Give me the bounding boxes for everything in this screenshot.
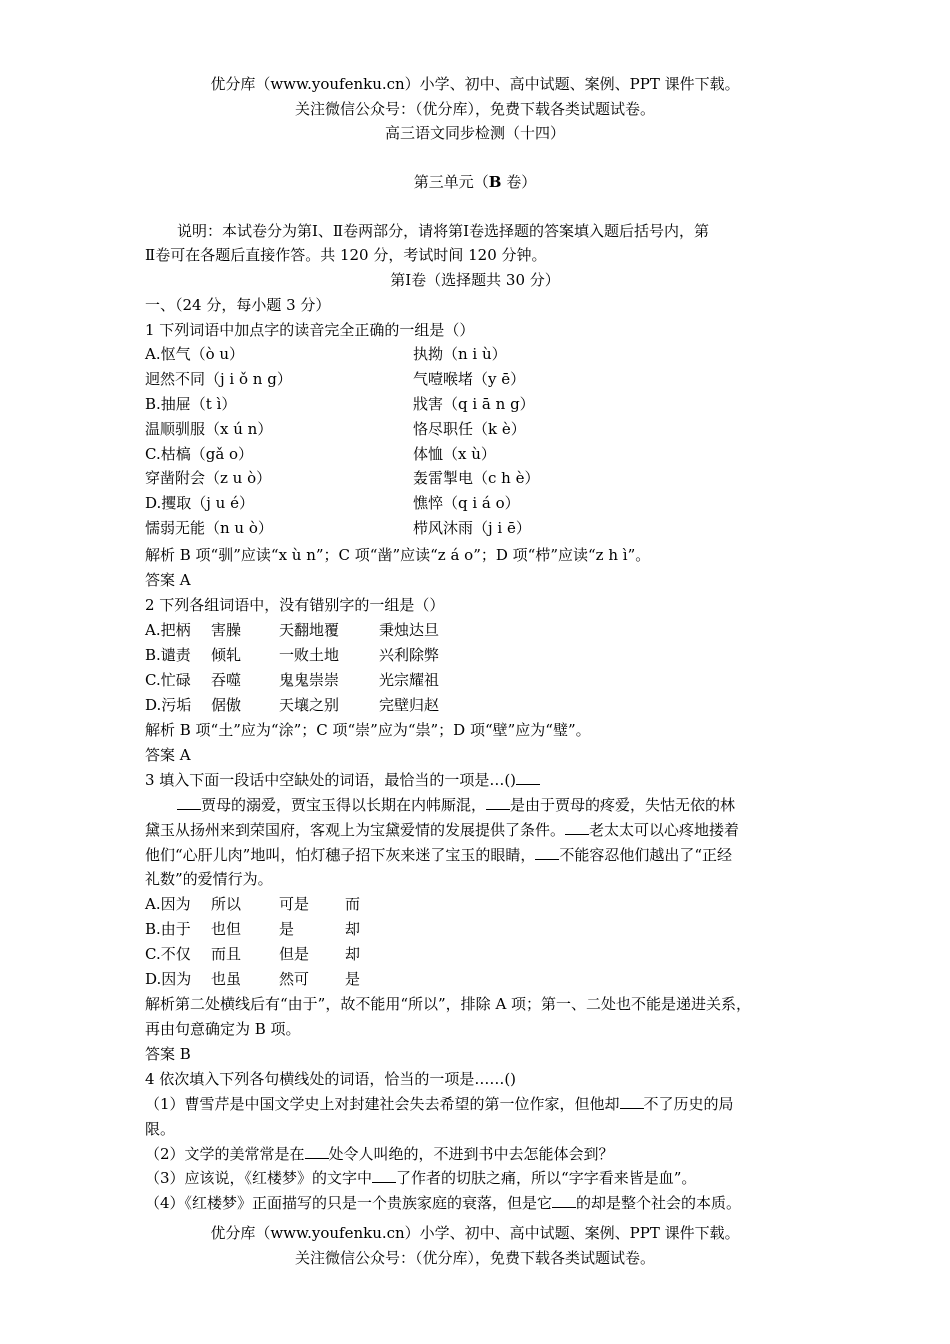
q3-option: A.因为 所以 可是 而 [145,895,361,913]
q2-option: C.忙碌 吞噬 鬼鬼崇崇 光宗耀祖 [145,671,440,689]
q4-sentence-2: （2）文学的美常常是在 处令人叫绝的，不进到书中去怎能体会到？ [145,1145,614,1163]
answer-blank [552,1193,576,1208]
answer-blank [620,1094,644,1109]
q1-option-left: 懦弱无能（n u ò） [145,519,273,537]
q4-sentence-4: （4）《红楼梦》正面描写的只是一个贵族家庭的衰落，但是它 的却是整个社会的本质。 [145,1194,742,1212]
q2-option: A.把柄 害臊 天翻地覆 秉烛达旦 [145,621,440,639]
q2-option: B.谴责 倾轧 一败土地 兴利除弊 [145,646,440,664]
section-heading: 一、（24 分，每小题 3 分） [145,296,331,314]
answer-blank [516,770,540,785]
q4-stem: 4 依次填入下列各句横线处的词语，恰当的一项是……() [145,1070,517,1088]
q3-option: B.由于 也但 是 却 [145,920,361,938]
q1-option-right: 执拗（n i ù） [413,345,507,363]
answer-blank [535,845,559,860]
q3-passage-line: 贾母的溺爱，贾宝玉得以长期在内帏厮混， 是由于贾母的疼爱，失怙无依的林 [177,795,735,815]
q4-sentence-3: （3）应该说，《红楼梦》的文字中 了作者的切肤之痛，所以“字字看来皆是血”。 [145,1169,697,1187]
answer-blank [565,820,589,835]
q2-stem: 2 下列各组词语中，没有错别字的一组是（） [145,596,445,614]
q1-option-right: 憔悴（q i á o） [413,494,520,512]
q2-analysis: 解析 B 项“土”应为“涂”；C 项“崇”应为“祟”；D 项“壁”应为“璧”。 [145,721,591,739]
q4-sentence-1: （1）曹雪芹是中国文学史上对封建社会失去希望的第一位作家，但他却 不了历史的局 [145,1095,734,1113]
q2-answer: 答案 A [145,746,191,764]
q1-option-right: 气噎喉堵（y ē） [413,370,526,388]
unit-subtitle [0,172,950,192]
document-title: 高三语文同步检测（十四） [384,124,565,142]
q1-answer: 答案 A [145,571,191,589]
answer-blank [177,795,201,810]
q3-stem: 3 填入下面一段话中空缺处的词语，最恰当的一项是…() [145,770,540,790]
q1-option-right: 轰雷掣电（c h è） [413,469,540,487]
q1-option-left: C.枯槁（gǎ o） [145,445,254,463]
q2-option: D.污垢 倨傲 天壤之别 完壁归赵 [145,696,440,714]
instructions-line-2: Ⅱ卷可在各题后直接作答。共 120 分，考试时间 120 分钟。 [145,246,547,264]
q1-option-left: 穿凿附会（z u ò） [145,469,272,487]
answer-blank [372,1168,396,1183]
q1-option-left: 迥然不同（j i ǒ n g） [145,370,292,388]
subtitle-bold: B [488,173,502,191]
q1-option-left: A.怄气（ò u） [145,345,245,363]
volume-heading: 第Ⅰ卷（选择题共 30 分） [390,271,560,289]
footer-line-1: 优分库（www.youfenku.cn）小学、初中、高中试题、案例、PPT 课件下载。 [210,1224,740,1242]
q1-analysis: 解析 B 项“驯”应读“x ù n”；C 项“凿”应读“z á o”；D 项“栉”应读“z h ì”。 [145,546,651,564]
q1-option-right: 戕害（q i ā n g） [413,395,535,413]
answer-blank [305,1144,329,1159]
q3-passage-line: 他们“心肝儿肉”地叫，怕灯穗子招下灰来迷了宝玉的眼睛， 不能容忍他们越出了“正经 [145,846,733,864]
q3-option: C.不仅 而且 但是 却 [145,945,361,963]
q1-option-left: 温顺驯服（x ú n） [145,420,273,438]
q1-option-left: B.抽屉（t ì） [145,395,237,413]
q1-option-right: 体恤（x ù） [413,445,496,463]
header-line-1: 优分库（www.youfenku.cn）小学、初中、高中试题、案例、PPT 课件下载。 [210,75,740,93]
subtitle-suffix: 卷） [501,173,537,191]
q3-analysis-line-1: 解析第二处横线后有“由于”，故不能用“所以”，排除 A 项；第一、二处也不能是递进关系， [145,995,752,1013]
q3-analysis-line-2: 再由句意确定为 B 项。 [145,1020,301,1038]
instructions-line-1: 说明：本试卷分为第Ⅰ、Ⅱ卷两部分，请将第Ⅰ卷选择题的答案填入题后括号内，第 [177,222,710,240]
q3-option: D.因为 也虽 然可 是 [145,970,361,988]
q3-answer: 答案 B [145,1045,191,1063]
q3-passage-line: 礼数”的爱情行为。 [145,870,273,888]
q1-option-left: D.攫取（j u é） [145,494,254,512]
q1-stem: 1 下列词语中加点字的读音完全正确的一组是（） [145,321,475,339]
q1-option-right: 恪尽职任（k è） [413,420,526,438]
q4-sentence-1-cont: 限。 [145,1120,176,1138]
q1-option-right: 栉风沐雨（j i ē） [413,519,531,537]
footer-line-2: 关注微信公众号：（优分库），免费下载各类试题试卷。 [294,1249,655,1267]
subtitle-prefix: 第三单元（ [413,173,489,191]
header-line-2: 关注微信公众号：（优分库），免费下载各类试题试卷。 [294,100,655,118]
q3-passage-line: 黛玉从扬州来到荣国府，客观上为宝黛爱情的发展提供了条件。 老太太可以心疼地搂着 [145,821,740,839]
answer-blank [486,795,510,810]
